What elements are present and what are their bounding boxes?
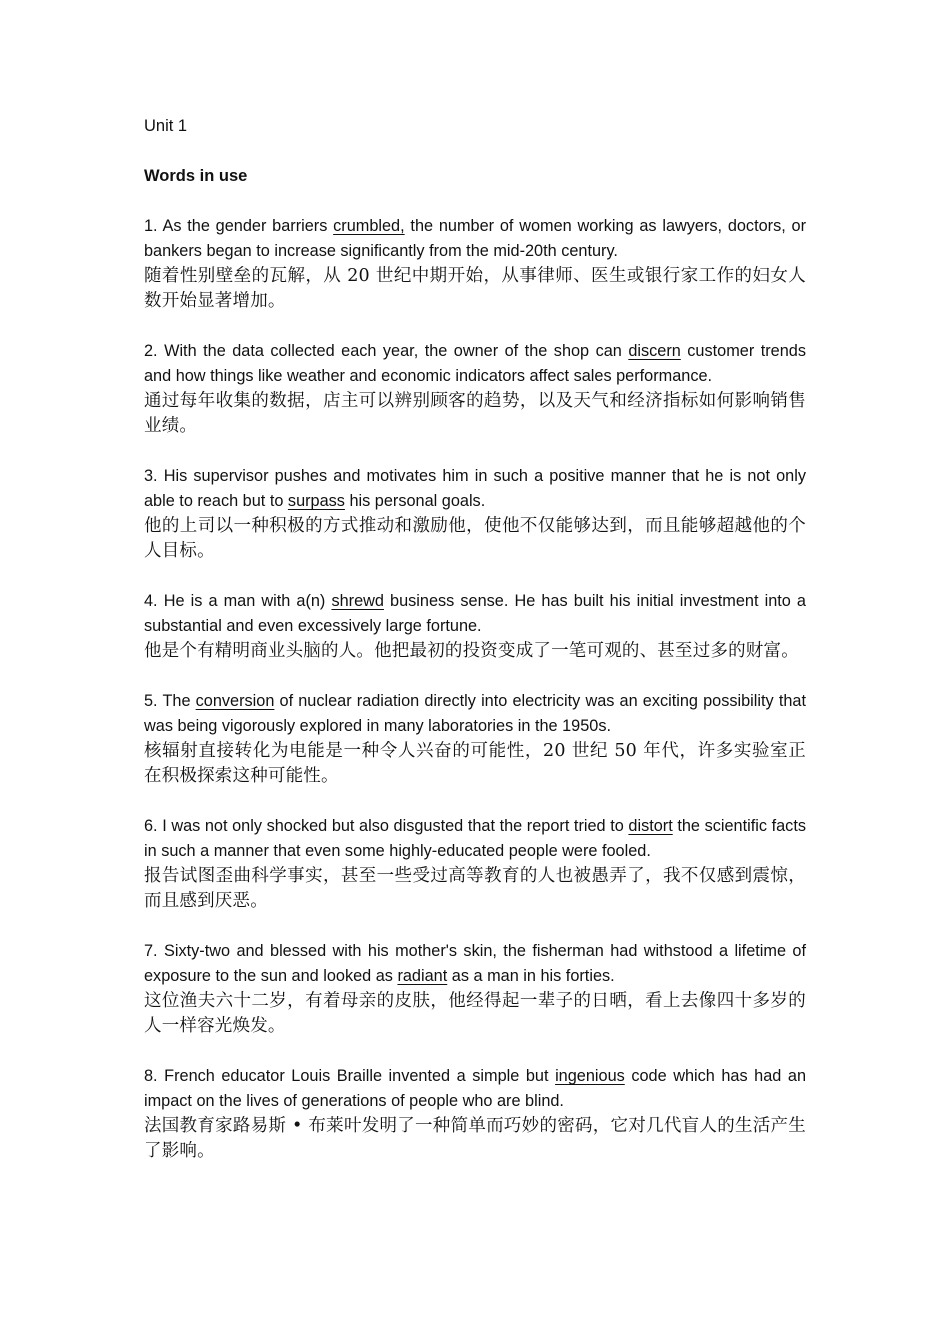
chinese-translation: 核辐射直接转化为电能是一种令人兴奋的可能性，20 世纪 50 年代，许多实验室正在积极探索这种可能性。 <box>144 741 806 786</box>
sentence-after: of nuclear radiation directly into electricity was an exciting possibility that was being vigorously explored in many laboratories in the 1950s. <box>144 692 806 735</box>
item-number: 5. <box>144 692 158 710</box>
chinese-translation: 这位渔夫六十二岁，有着母亲的皮肤，他经得起一辈子的日晒，看上去像四十多岁的人一样容光焕发。 <box>144 991 806 1036</box>
sentence-before: French educator Louis Braille invented a simple but <box>164 1067 556 1085</box>
exercise-item-2 <box>144 339 806 439</box>
exercise-item-4 <box>144 589 806 664</box>
item-number: 1. <box>144 217 158 235</box>
english-sentence <box>144 214 806 264</box>
exercise-item-6 <box>144 814 806 914</box>
item-number: 4. <box>144 592 158 610</box>
english-sentence <box>144 589 806 639</box>
chinese-translation: 法国教育家路易斯 • 布莱叶发明了一种简单而巧妙的密码，它对几代盲人的生活产生了影响。 <box>144 1116 806 1161</box>
document-page <box>144 114 806 1189</box>
item-number: 3. <box>144 467 158 485</box>
sentence-before: Sixty-two and blessed with his mother's skin, the fisherman had withstood a lifetime of exposure to the sun and looked as <box>144 942 806 985</box>
keyword-underlined: discern <box>628 342 681 360</box>
exercise-item-8 <box>144 1064 806 1164</box>
exercise-item-3 <box>144 464 806 564</box>
sentence-before: The <box>162 692 196 710</box>
english-sentence <box>144 339 806 389</box>
sentence-before: As the gender barriers <box>162 217 334 235</box>
sentence-before: He is a man with a(n) <box>163 592 332 610</box>
sentence-before: With the data collected each year, the owner of the shop can <box>164 342 629 360</box>
keyword-underlined: radiant <box>397 967 448 985</box>
sentence-after: his personal goals. <box>344 492 486 510</box>
exercise-item-5 <box>144 689 806 789</box>
unit-title: Unit 1 <box>144 117 188 135</box>
keyword-underlined: shrewd <box>331 592 384 610</box>
sentence-before: I was not only shocked but also disgusted that the report tried to <box>162 817 629 835</box>
item-number: 8. <box>144 1067 158 1085</box>
exercise-item-1 <box>144 214 806 314</box>
sentence-after: business sense. He has built his initial investment into a substantial and even excessively large fortune. <box>144 592 806 635</box>
english-sentence <box>144 1064 806 1114</box>
chinese-translation: 通过每年收集的数据，店主可以辨别顾客的趋势，以及天气和经济指标如何影响销售业绩。 <box>144 391 806 436</box>
sentence-after: as a man in his forties. <box>447 967 615 985</box>
sentence-after: customer trends and how things like weather and economic indicators affect sales performance. <box>144 342 806 385</box>
chinese-translation: 他是个有精明商业头脑的人。他把最初的投资变成了一笔可观的、甚至过多的财富。 <box>144 641 799 661</box>
english-sentence <box>144 814 806 864</box>
keyword-underlined: distort <box>628 817 673 835</box>
exercise-item-7 <box>144 939 806 1039</box>
section-title: Words in use <box>144 167 248 185</box>
sentence-after: the number of women working as lawyers, doctors, or bankers began to increase significantly from the mid-20th century. <box>144 217 806 260</box>
keyword-underlined: ingenious <box>555 1067 625 1085</box>
sentence-after: the scientific facts in such a manner that even some highly-educated people were fooled. <box>144 817 806 860</box>
sentence-before: His supervisor pushes and motivates him in such a positive manner that he is not only able to reach but to <box>144 467 806 510</box>
english-sentence <box>144 464 806 514</box>
chinese-translation: 随着性别壁垒的瓦解，从 20 世纪中期开始，从事律师、医生或银行家工作的妇女人数开始显著增加。 <box>144 266 806 311</box>
sentence-after: code which has had an impact on the lives of generations of people who are blind. <box>144 1067 806 1110</box>
english-sentence <box>144 939 806 989</box>
item-number: 6. <box>144 817 158 835</box>
keyword-underlined: surpass <box>287 492 345 510</box>
chinese-translation: 他的上司以一种积极的方式推动和激励他，使他不仅能够达到，而且能够超越他的个人目标。 <box>144 516 806 561</box>
item-number: 2. <box>144 342 158 360</box>
keyword-underlined: crumbled, <box>333 217 405 235</box>
chinese-translation: 报告试图歪曲科学事实，甚至一些受过高等教育的人也被愚弄了，我不仅感到震惊，而且感到厌恶。 <box>144 866 806 911</box>
item-number: 7. <box>144 942 158 960</box>
english-sentence <box>144 689 806 739</box>
keyword-underlined: conversion <box>195 692 275 710</box>
